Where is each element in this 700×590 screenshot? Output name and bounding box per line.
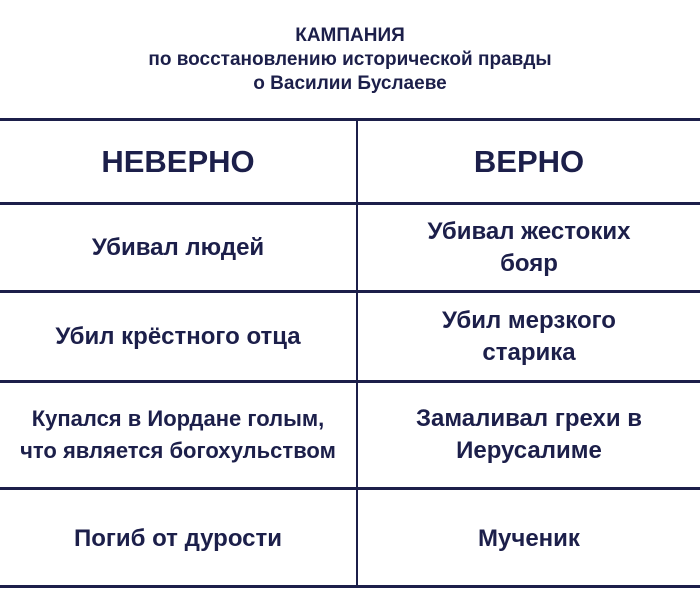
table-row [0,205,700,290]
table-row [0,490,700,588]
wrong-text-line: Купался в Иордане голым, [31,406,325,431]
wrong-text-line: Погиб от дурости [73,525,283,552]
wrong-text-line: что является богохульством [20,438,336,463]
wrong-cell [0,205,356,290]
table-row [0,293,700,380]
right-text-line: бояр [500,249,558,277]
wrong-cell [0,383,356,487]
campaign-title [0,24,700,96]
column-header-wrong: НЕВЕРНО [101,143,255,179]
right-cell [358,383,700,487]
wrong-text-line: Убивал людей [91,233,265,261]
right-text-line: Замаливал грехи в [415,405,643,432]
right-cell [358,205,700,290]
right-cell [358,490,700,588]
wrong-cell [0,490,356,588]
wrong-text-line: Убил крёстного отца [55,322,301,350]
right-text-line: Мученик [478,525,580,552]
table-header-row [0,121,700,202]
wrong-cell [0,293,356,380]
right-cell [358,293,700,380]
title-line-3: о Василии Буслаеве [253,73,447,94]
right-text-line: старика [482,338,576,366]
right-text-line: Убил мерзкого [442,306,616,334]
right-text-line: Иерусалиме [456,437,602,464]
right-text-line: Убивал жестоких [427,217,631,245]
table-row [0,383,700,487]
title-line-1: КАМПАНИЯ [295,25,405,46]
title-line-2: по восстановлению исторической правды [148,49,552,70]
comparison-table [0,118,700,588]
column-header-right: ВЕРНО [473,143,585,179]
